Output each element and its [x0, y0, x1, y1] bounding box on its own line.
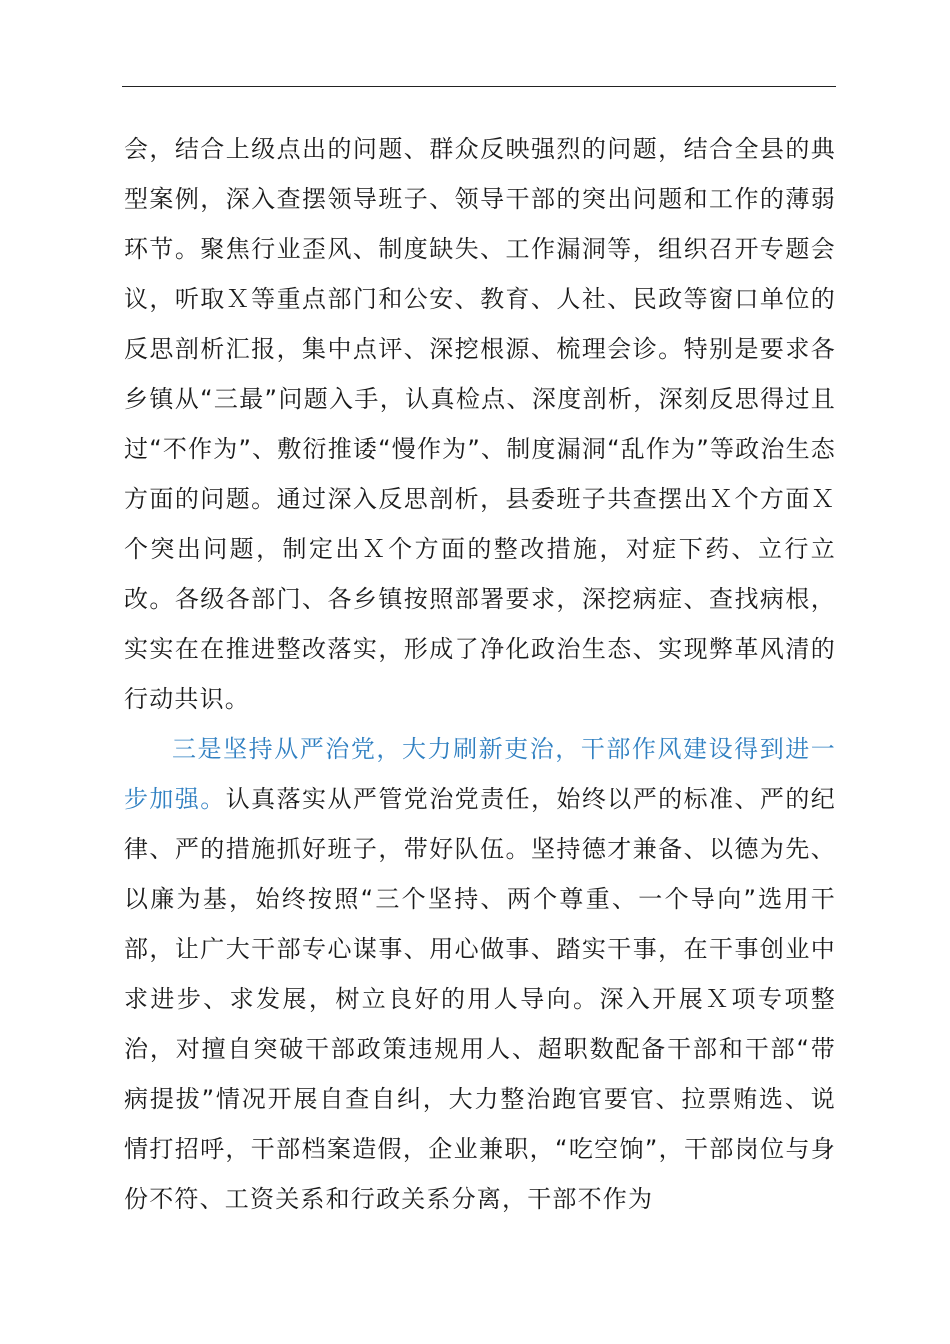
paragraph-continued — [124, 124, 836, 724]
paragraph-text: 会，结合上级点出的问题、群众反映强烈的问题，结合全县的典型案例，深入查摆领导班子、领导干部的突出问题和工作的薄弱环节。聚焦行业歪风、制度缺失、工作漏洞等，组织召开专题会议，听取Ｘ等重点部门和公安、教育、人社、民政等窗口单位的反思剖析汇报，集中点评、深挖根源、梳理会诊。特别是要求各乡镇从“三最”问题入手，认真检点、深度剖析，深刻反思得过且过“不作为”、敷衍推诿“慢作为”、制度漏洞“乱作为”等政治生态方面的问题。通过深入反思剖析，县委班子共查摆出Ｘ个方面Ｘ个突出问题，制定出Ｘ个方面的整改措施，对症下药、立行立改。各级各部门、各乡镇按照部署要求，深挖病症、查找病根，实实在在推进整改落实，形成了净化政治生态、实现弊革风清的行动共识。 — [124, 135, 836, 713]
paragraph-text: 认真落实从严管党治党责任，始终以严的标准、严的纪律、严的措施抓好班子，带好队伍。坚持德才兼备、以德为先、以廉为基，始终按照“三个坚持、两个尊重、一个导向”选用干部，让广大干部专心谋事、用心做事、踏实干事，在干事创业中求进步、求发展，树立良好的用人导向。深入开展Ｘ项专项整治，对擅自突破干部政策违规用人、超职数配备干部和干部“带病提拔”情况开展自查自纠，大力整治跑官要官、拉票贿选、说情打招呼，干部档案造假，企业兼职，“吃空饷”，干部岗位与身份不符、工资关系和行政关系分离，干部不作为 — [124, 785, 836, 1213]
document-body — [124, 124, 836, 1224]
paragraph-section-three — [124, 724, 836, 1224]
header-rule — [122, 86, 836, 87]
section-heading: 三是坚持从严治党，大力刷新吏治，干部作风建设得到进一步加强。 — [124, 735, 836, 813]
